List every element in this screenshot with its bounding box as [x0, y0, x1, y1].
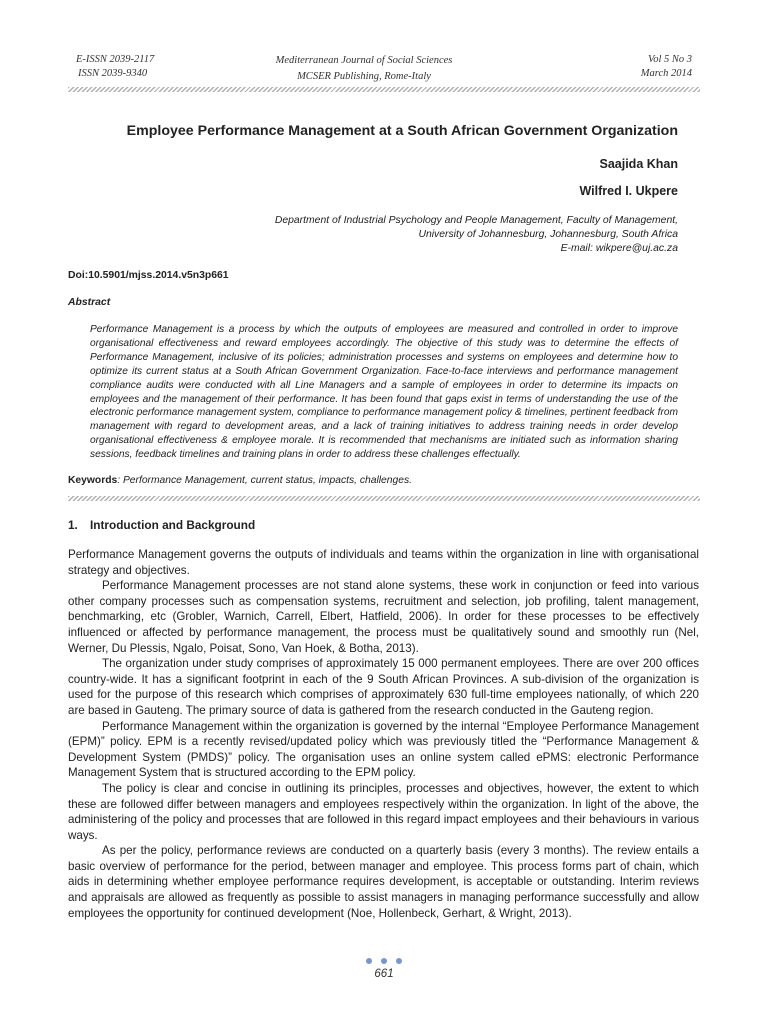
paragraph: The policy is clear and concise in outlining its principles, processes and objectives, however, the extent to which these are followed differ between managers and employees respectively within the organization. In light of the above, the administering of the policy and processes that are followed in this regard impact employees and their behaviours in various ways. — [68, 781, 699, 842]
paragraph: Performance Management within the organization is governed by the internal “Employee Performance Management (EPM)” policy. EPM is a recently revised/updated policy which was previously titled the “Performance Management & Development System (PMDS)” policy. The organisation uses an online system called ePMS: electronic Performance Management System that is structured according to the EPM policy. — [68, 719, 699, 780]
volume-block — [560, 53, 692, 81]
doi: Doi:10.5901/mjss.2014.v5n3p661 — [68, 270, 229, 281]
keywords-divider — [68, 496, 700, 501]
affiliation-line-2: University of Johannesburg, Johannesburg, South Africa — [418, 229, 678, 240]
header-divider — [68, 87, 700, 92]
abstract-text: Performance Management is a process by which the outputs of employees are measured and controlled in order to improve organisational effectiveness and reward employees accordingly. The objective of this study was to determine the effects of Performance Management, inclusive of its policies; administration processes and systems on employees and determine how to optimize its current status at a South African Government Organization. Face-to-face interviews and performance management compliance audits were conducted with all Line Managers and a sample of employees in order to determine its impacts on employees and the management of their performance. It has been found that gaps exist in terms of understanding the use of the electronic performance management system, compliance to performance management policy & timelines, pertinent feedback from management with regard to development areas, and a lack of training initiatives to address training needs in order develop organisational effectiveness & employee morale. It is recommended that mechanisms are initiated such as information sharing sessions, feedback timelines and training plans in order to address these challenges effectually. — [90, 324, 678, 461]
section-title: Introduction and Background — [90, 518, 256, 532]
issue-date: March 2014 — [640, 68, 692, 79]
journal-block — [210, 53, 518, 85]
author-2: Wilfred I. Ukpere — [579, 184, 678, 198]
dot-ornament — [396, 958, 402, 964]
dot-ornament — [366, 958, 372, 964]
paper-title: Employee Performance Management at a South African Government Organization — [126, 123, 678, 139]
footer-dots — [366, 958, 402, 964]
page-number: 661 — [374, 968, 394, 980]
paragraph: As per the policy, performance reviews are conducted on a quarterly basis (every 3 months). The review entails a basic overview of performance for the period, between manager and employee. This process forms part of chain, which aids in determining whether employee performance requires development, is acceptable or outstanding. Interim reviews and appraisals are allowed as frequently as possible to assist managers in managing performance successfully and allow employees the opportunity for continued development (Noe, Hollenbeck, Gerhart, & Wright, 2013). — [68, 844, 699, 920]
publisher: MCSER Publishing, Rome-Italy — [297, 71, 431, 82]
journal-name: Mediterranean Journal of Social Sciences — [275, 55, 453, 66]
keywords-value: : Performance Management, current status, impacts, challenges. — [117, 475, 412, 486]
affiliation-email: E-mail: wikpere@uj.ac.za — [560, 243, 678, 254]
keywords — [68, 475, 708, 486]
dot-ornament — [381, 958, 387, 964]
affiliation-line-1: Department of Industrial Psychology and People Management, Faculty of Management, — [274, 215, 678, 226]
author-1: Saajida Khan — [599, 157, 678, 171]
body-text — [68, 547, 699, 921]
affiliation — [218, 214, 678, 256]
section-heading — [68, 518, 255, 532]
paragraph: Performance Management governs the outputs of individuals and teams within the organization in line with organisational strategy and objectives. — [68, 548, 699, 577]
volume: Vol 5 No 3 — [647, 54, 692, 65]
issn: ISSN 2039-9340 — [78, 68, 148, 79]
eissn: E-ISSN 2039-2117 — [76, 54, 155, 65]
paragraph: The organization under study comprises of approximately 15 000 permanent employees. There are over 200 offices country-wide. It has a significant footprint in each of the 9 South African Provinces. A sub-division of the organization is used for the purpose of this research which comprises of approximately 630 full-time employees nationally, of which 220 are based in Gauteng. The primary source of data is gathered from the research conducted in the Gauteng region. — [68, 657, 699, 717]
section-number: 1. — [68, 518, 78, 532]
keywords-label: Keywords — [68, 475, 118, 486]
paragraph: Performance Management processes are not stand alone systems, these work in conjunction or feed into various other company processes such as compensation systems, recruitment and selection, job profiling, talent management, benchmarking, etc (Grobler, Warnich, Carrell, Elbert, Hatfield, 2006). In order for these processes to be effectively influenced or affected by performance management, the process must be qualitatively sound and smoothly run (Nel, Werner, Du Plessis, Ngalo, Poisat, Sono, Van Hoek, & Botha, 2013). — [68, 579, 699, 655]
abstract-label: Abstract — [68, 297, 111, 308]
